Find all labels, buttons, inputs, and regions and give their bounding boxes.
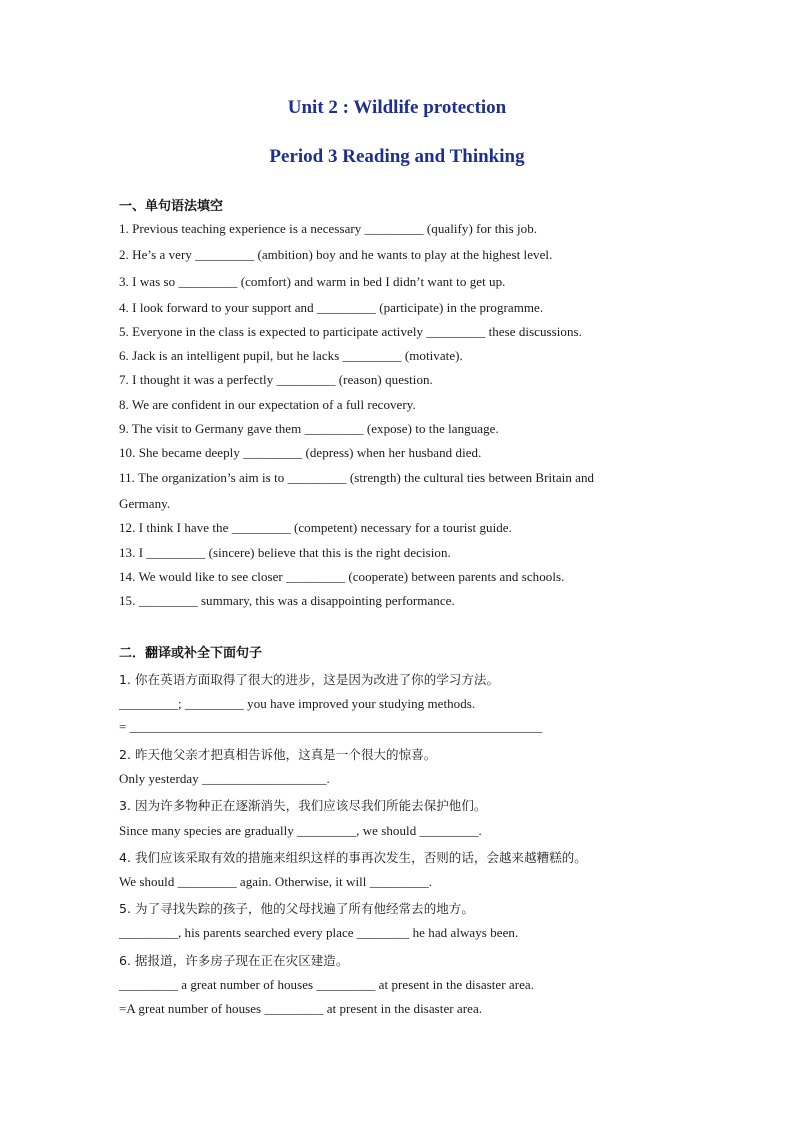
translation-prompt: 2. 昨天他父亲才把真相告诉他，这真是一个很大的惊喜。 [119,747,437,762]
section1-heading: 一、单句语法填空 [119,199,224,214]
section2-heading: 二．翻译或补全下面句子 [119,646,263,661]
exercise-line: 13. I _________ (sincere) believe that this is the right decision. [119,545,451,560]
exercise-line: 7. I thought it was a perfectly _________ (reason) question. [119,372,433,387]
translation-answer-line: _________; _________ you have improved your studying methods. [119,696,476,711]
translation-answer-line: = _______________________________________________________________ [119,719,543,734]
exercise-line: 6. Jack is an intelligent pupil, but he lacks _________ (motivate). [119,348,463,363]
translation-answer-line: _________ a great number of houses _________ at present in the disaster area. [119,977,535,992]
exercise-line: 5. Everyone in the class is expected to participate actively _________ these discussions. [119,324,582,339]
exercise-line: 4. I look forward to your support and _________ (participate) in the programme. [119,300,544,315]
exercise-line: 9. The visit to Germany gave them _________ (expose) to the language. [119,421,499,436]
translation-prompt: 6. 据报道，许多房子现在正在灾区建造。 [119,953,349,968]
translation-answer-line: _________, his parents searched every place ________ he had always been. [119,925,519,940]
translation-prompt: 1. 你在英语方面取得了很大的进步，这是因为改进了你的学习方法。 [119,672,500,687]
exercise-line: 10. She became deeply _________ (depress) when her husband died. [119,445,482,460]
translation-prompt: 3. 因为许多物种正在逐渐消失，我们应该尽我们所能去保护他们。 [119,798,487,813]
period-title: Period 3 Reading and Thinking [269,146,525,167]
translation-prompt: 5. 为了寻找失踪的孩子，他的父母找遍了所有他经常去的地方。 [119,901,474,916]
translation-answer-line: We should _________ again. Otherwise, it will _________. [119,874,432,889]
exercise-line: 1. Previous teaching experience is a necessary _________ (qualify) for this job. [119,221,538,236]
exercise-line: 12. I think I have the _________ (competent) necessary for a tourist guide. [119,520,512,535]
translation-answer-line: Since many species are gradually _________, we should _________. [119,823,482,838]
exercise-line: 3. I was so _________ (comfort) and warm in bed I didn’t want to get up. [119,274,506,289]
exercise-line: Germany. [119,496,171,511]
unit-title: Unit 2 : Wildlife protection [287,97,507,118]
exercise-line: 14. We would like to see closer _________ (cooperate) between parents and schools. [119,569,565,584]
translation-answer-line: Only yesterday ___________________. [119,771,330,786]
translation-prompt: 4. 我们应该采取有效的措施来组织这样的事再次发生，否则的话，会越来越糟糕的。 [119,850,587,865]
exercise-line: 11. The organization’s aim is to _________ (strength) the cultural ties between Britain and [119,470,595,485]
translation-answer-line: =A great number of houses _________ at present in the disaster area. [119,1001,483,1016]
exercise-line: 15. _________ summary, this was a disappointing performance. [119,593,455,608]
exercise-line: 2. He’s a very _________ (ambition) boy and he wants to play at the highest level. [119,247,553,262]
exercise-line: 8. We are confident in our expectation of a full recovery. [119,397,416,412]
